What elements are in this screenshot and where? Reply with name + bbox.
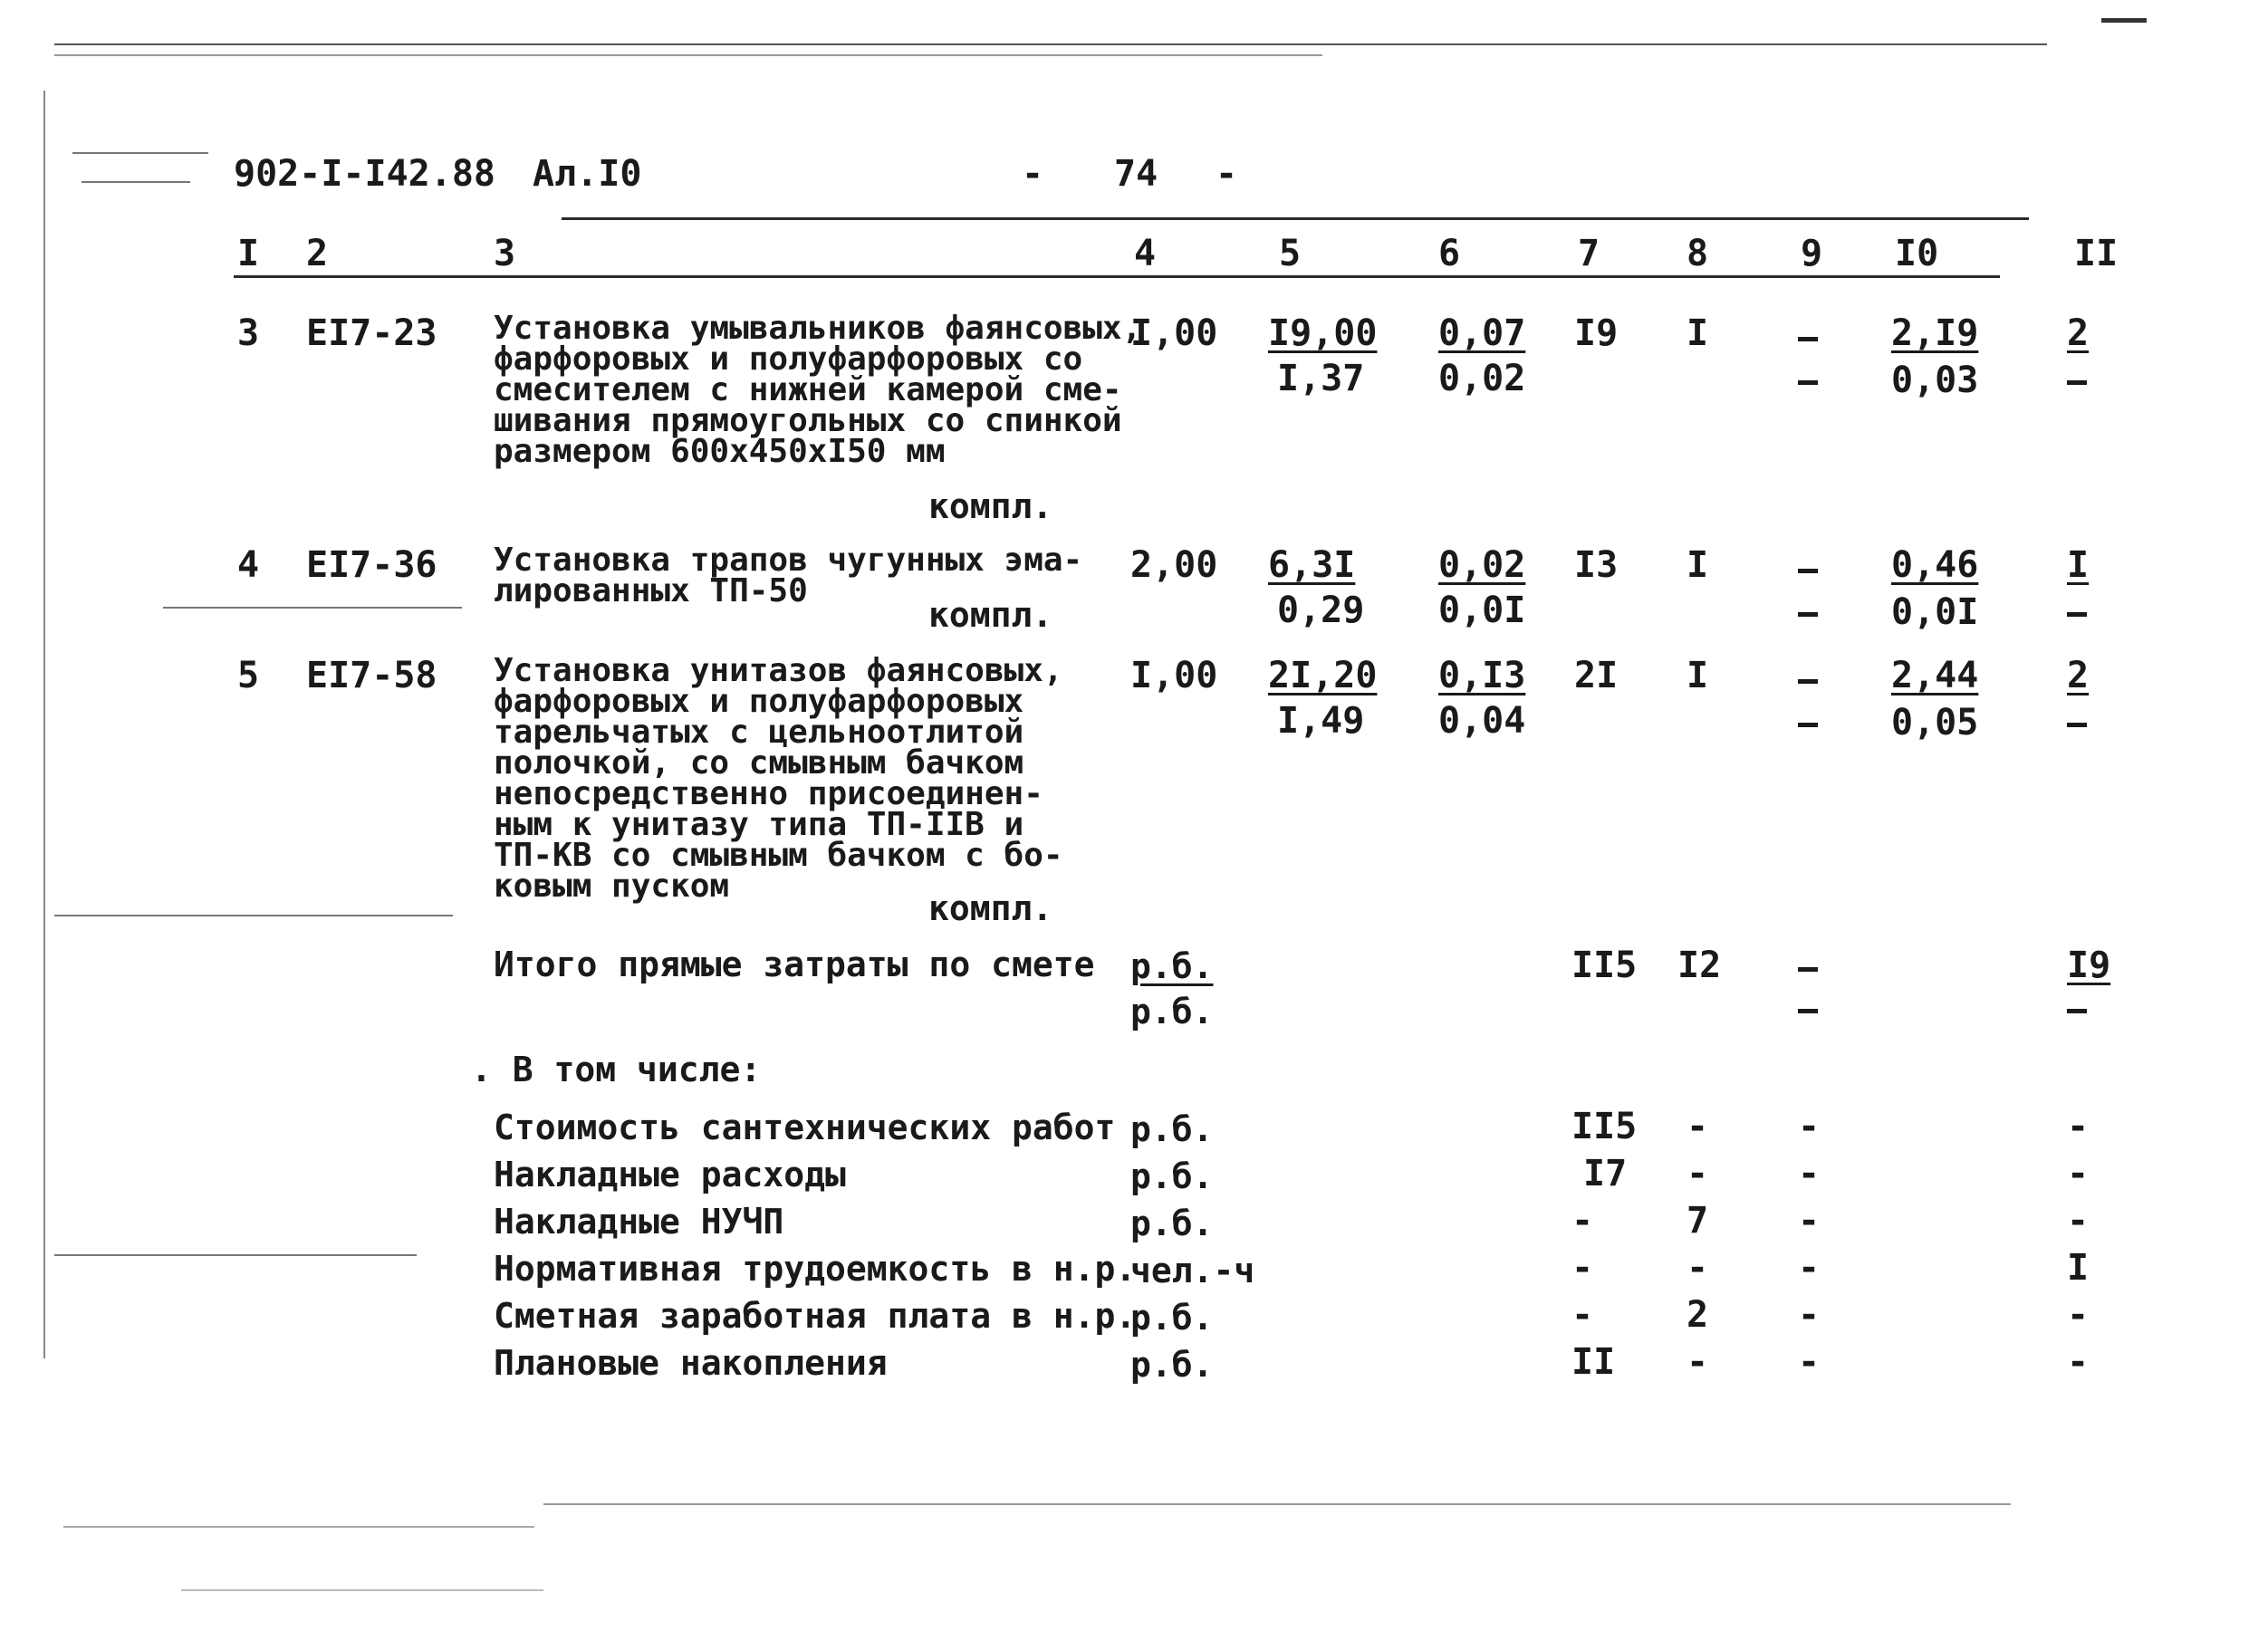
breakdown-col7: - [1571,1294,1594,1336]
col11-top: 2 [2067,655,2090,696]
col10-top: 0,46 [1891,544,1979,586]
work-description: Установка унитазов фаянсовых, фарфоровых и полуфарфоровых тарельчатых с цельноотлитой полочкой, со смывным бачком непосредственно присоединен- ным к унитазу типа ТП-IIВ и ТП-КВ со смывным бачком с бо- ковым пуском [494,652,1063,905]
quantity: I,00 [1130,655,1218,696]
total-col9-bottom-dash [1798,1009,1818,1013]
col6-bottom: 0,04 [1438,700,1526,742]
breakdown-col8: - [1687,1341,1709,1383]
col5-top: 2I,20 [1268,655,1378,696]
including-label: . В том числе: [471,1050,762,1089]
col9-bottom-dash [1798,612,1818,617]
breakdown-col9: - [1798,1106,1821,1147]
quantity: I,00 [1130,312,1218,354]
page-dash-left: - [1022,153,1044,195]
total-col8: I2 [1677,945,1722,986]
col5-bottom: I,37 [1277,358,1365,399]
breakdown-col7: II5 [1571,1106,1638,1147]
rate-code: ЕI7-58 [306,655,437,696]
total-col11-top: I9 [2067,945,2111,986]
breakdown-col7: - [1571,1247,1594,1289]
scan-mark [63,1526,534,1528]
breakdown-col7: - [1571,1200,1594,1242]
breakdown-label: Стоимость сантехнических работ [494,1108,1116,1147]
scan-mark [181,1589,543,1591]
col7-value: I3 [1574,544,1619,586]
breakdown-col8: 7 [1687,1200,1709,1242]
breakdown-label: Сметная заработная плата в н.р. [494,1296,1137,1336]
page-number: 74 [1114,153,1158,195]
col10-top: 2,44 [1891,655,1979,696]
breakdown-unit: р.б. [1130,1156,1214,1196]
col11-bottom-dash [2067,380,2087,385]
breakdown-col11: - [2067,1294,2090,1336]
column-number: 8 [1687,233,1709,274]
breakdown-col8: - [1687,1153,1709,1194]
breakdown-col9: - [1798,1153,1821,1194]
unit-label: компл. [928,888,1053,928]
total-label: Итого прямые затраты по смете [494,945,1095,984]
col11-bottom-dash [2067,723,2087,727]
col8-value: I [1687,655,1709,696]
rate-code: ЕI7-36 [306,544,437,586]
breakdown-col7: I7 [1583,1153,1628,1194]
breakdown-col8: - [1687,1106,1709,1147]
breakdown-col11: I [2067,1247,2090,1289]
breakdown-col7: II [1571,1341,1616,1383]
col5-top: I9,00 [1268,312,1378,354]
scan-mark [543,1503,2011,1505]
rate-code: ЕI7-23 [306,312,437,354]
breakdown-unit: р.б. [1130,1345,1214,1385]
scan-mark [2101,18,2147,23]
col9-top-dash [1798,337,1818,341]
breakdown-label: Накладные НУЧП [494,1202,784,1242]
scan-mark [54,915,453,916]
col9-top-dash [1798,679,1818,684]
row-number: 4 [237,544,260,586]
album-number: Ал.I0 [533,153,642,195]
breakdown-col8: 2 [1687,1294,1709,1336]
col6-bottom: 0,0I [1438,590,1526,631]
column-number: I0 [1895,233,1939,274]
column-number: 2 [306,233,329,274]
col9-bottom-dash [1798,723,1818,727]
work-description: Установка умывальников фаянсовых, фарфоровых и полуфарфоровых со смесителем с нижней камерой сме- шивания прямоугольных со спинкой размером 600х450хI50 мм [494,310,1142,470]
breakdown-col9: - [1798,1247,1821,1289]
column-number: 4 [1134,233,1157,274]
column-number: 9 [1801,233,1823,274]
breakdown-col9: - [1798,1294,1821,1336]
column-number: 5 [1279,233,1302,274]
work-description: Установка трапов чугунных эма- лированных ТП-50 [494,542,1083,609]
unit-label: компл. [928,486,1053,526]
col9-bottom-dash [1798,380,1818,385]
breakdown-col8: - [1687,1247,1709,1289]
breakdown-unit: р.б. [1130,1298,1214,1338]
quantity: 2,00 [1130,544,1218,586]
column-number: 6 [1438,233,1461,274]
breakdown-col9: - [1798,1200,1821,1242]
breakdown-unit: чел.-ч [1130,1251,1255,1290]
columns-rule [234,275,2000,278]
total-col11-bottom-dash [2067,1009,2087,1013]
total-col9-top-dash [1798,967,1818,972]
column-number: II [2074,233,2119,274]
col6-top: 0,07 [1438,312,1526,354]
scan-top-line [54,43,2047,45]
col5-bottom: 0,29 [1277,590,1365,631]
col6-top: 0,I3 [1438,655,1526,696]
col11-bottom-dash [2067,612,2087,617]
breakdown-col11: - [2067,1106,2090,1147]
breakdown-col11: - [2067,1200,2090,1242]
breakdown-col11: - [2067,1153,2090,1194]
column-number: 3 [494,233,516,274]
scan-mark [163,607,462,609]
col11-top: 2 [2067,312,2090,354]
document-code: 902-I-I42.88 [234,153,495,195]
col7-value: 2I [1574,655,1619,696]
breakdown-unit: р.б. [1130,1204,1214,1243]
scan-mark [82,181,190,183]
breakdown-label: Нормативная трудоемкость в н.р. [494,1249,1137,1289]
col10-bottom: 0,05 [1891,702,1979,743]
scan-mark [54,1254,417,1256]
row-number: 5 [237,655,260,696]
total-col7: II5 [1571,945,1638,986]
col7-value: I9 [1574,312,1619,354]
page-dash-right: - [1216,153,1238,195]
total-unit-top: р.б. [1130,946,1214,986]
column-number: 7 [1578,233,1600,274]
col10-bottom: 0,03 [1891,360,1979,401]
breakdown-unit: р.б. [1130,1109,1214,1149]
col8-value: I [1687,312,1709,354]
breakdown-col11: - [2067,1341,2090,1383]
col9-top-dash [1798,569,1818,573]
breakdown-label: Плановые накопления [494,1343,888,1383]
breakdown-col9: - [1798,1341,1821,1383]
scan-mark [72,152,208,154]
total-unit-bottom: р.б. [1130,992,1214,1031]
breakdown-label: Накладные расходы [494,1155,846,1194]
col8-value: I [1687,544,1709,586]
unit-label: компл. [928,595,1053,635]
scan-left-border [43,91,45,1358]
col10-top: 2,I9 [1891,312,1979,354]
column-number: I [237,233,260,274]
col11-top: I [2067,544,2090,586]
col5-top: 6,3I [1268,544,1356,586]
header-rule [562,217,2029,220]
row-number: 3 [237,312,260,354]
col5-bottom: I,49 [1277,700,1365,742]
scan-top-line-2 [54,54,1322,56]
col6-bottom: 0,02 [1438,358,1526,399]
col6-top: 0,02 [1438,544,1526,586]
col10-bottom: 0,0I [1891,591,1979,633]
